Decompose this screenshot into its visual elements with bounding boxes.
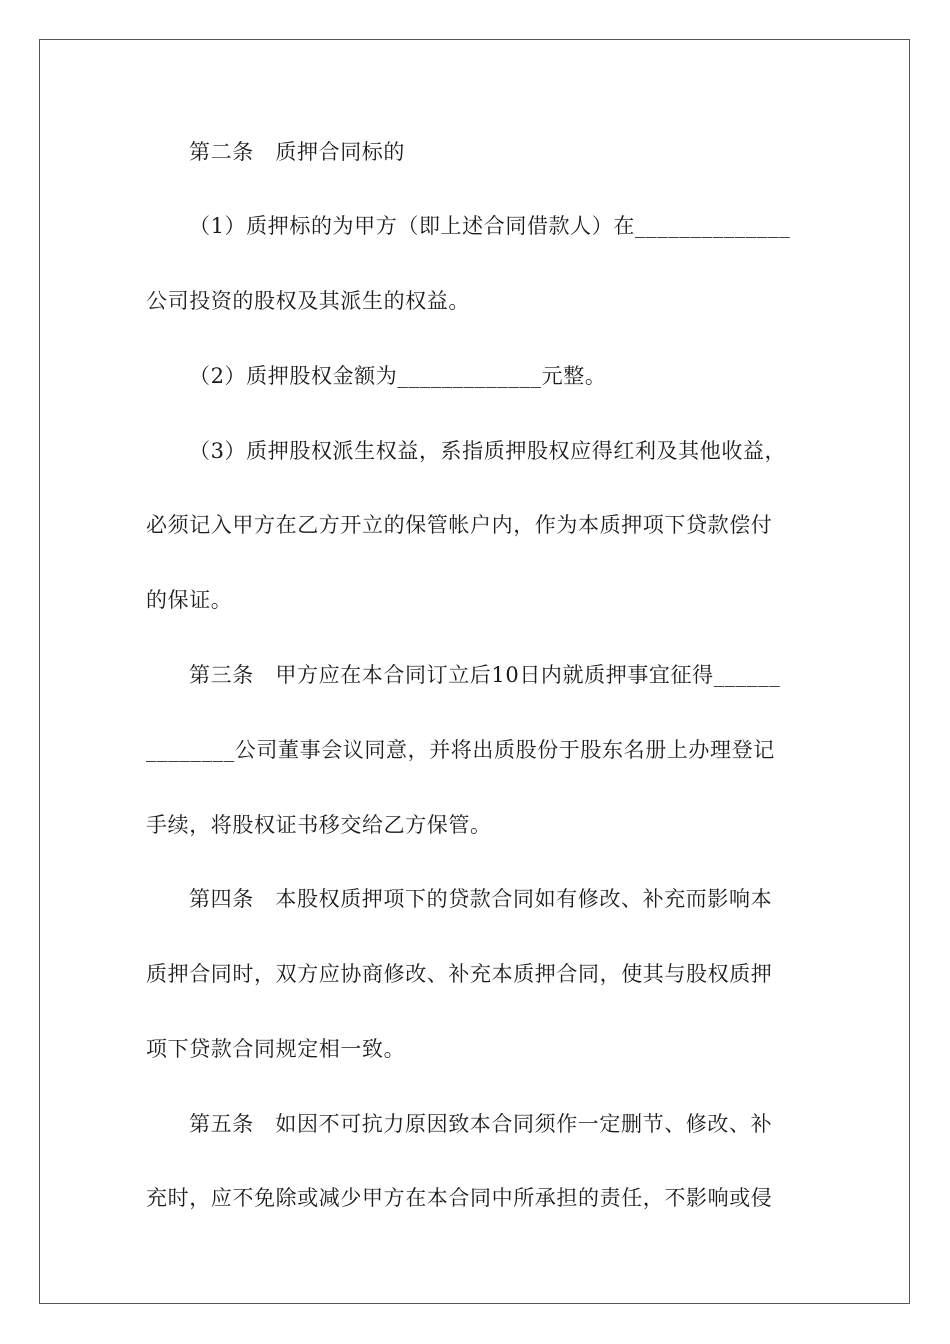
- paragraph-line: 的保证。: [146, 588, 233, 612]
- article-5-line: 第五条 如因不可抗力原因致本合同须作一定删节、修改、补: [189, 1112, 773, 1136]
- paragraph-line: 充时，应不免除或减少甲方在本合同中所承担的责任，不影响或侵: [146, 1186, 773, 1210]
- paragraph-line: （3）质押股权派生权益，系指质押股权应得红利及其他收益，: [189, 439, 787, 463]
- paragraph-line: （1）质押标的为甲方（即上述合同借款人）在______________: [189, 214, 791, 238]
- paragraph-line: 必须记入甲方在乙方开立的保管帐户内，作为本质押项下贷款偿付: [146, 513, 773, 537]
- paragraph-line: 公司投资的股权及其派生的权益。: [146, 289, 470, 313]
- article-4-line: 第四条 本股权质押项下的贷款合同如有修改、补充而影响本: [189, 887, 773, 911]
- paragraph-line: 手续，将股权证书移交给乙方保管。: [146, 813, 492, 837]
- paragraph-line: 项下贷款合同规定相一致。: [146, 1037, 406, 1061]
- paragraph-line: 质押合同时，双方应协商修改、补充本质押合同，使其与股权质押: [146, 962, 773, 986]
- article-2-heading: 第二条 质押合同标的: [189, 140, 405, 164]
- article-3-line: 第三条 甲方应在本合同订立后10日内就质押事宜征得______: [189, 663, 781, 687]
- paragraph-line: ________公司董事会议同意，并将出质股份于股东名册上办理登记: [146, 738, 775, 762]
- paragraph-line: （2）质押股权金额为_____________元整。: [189, 364, 607, 388]
